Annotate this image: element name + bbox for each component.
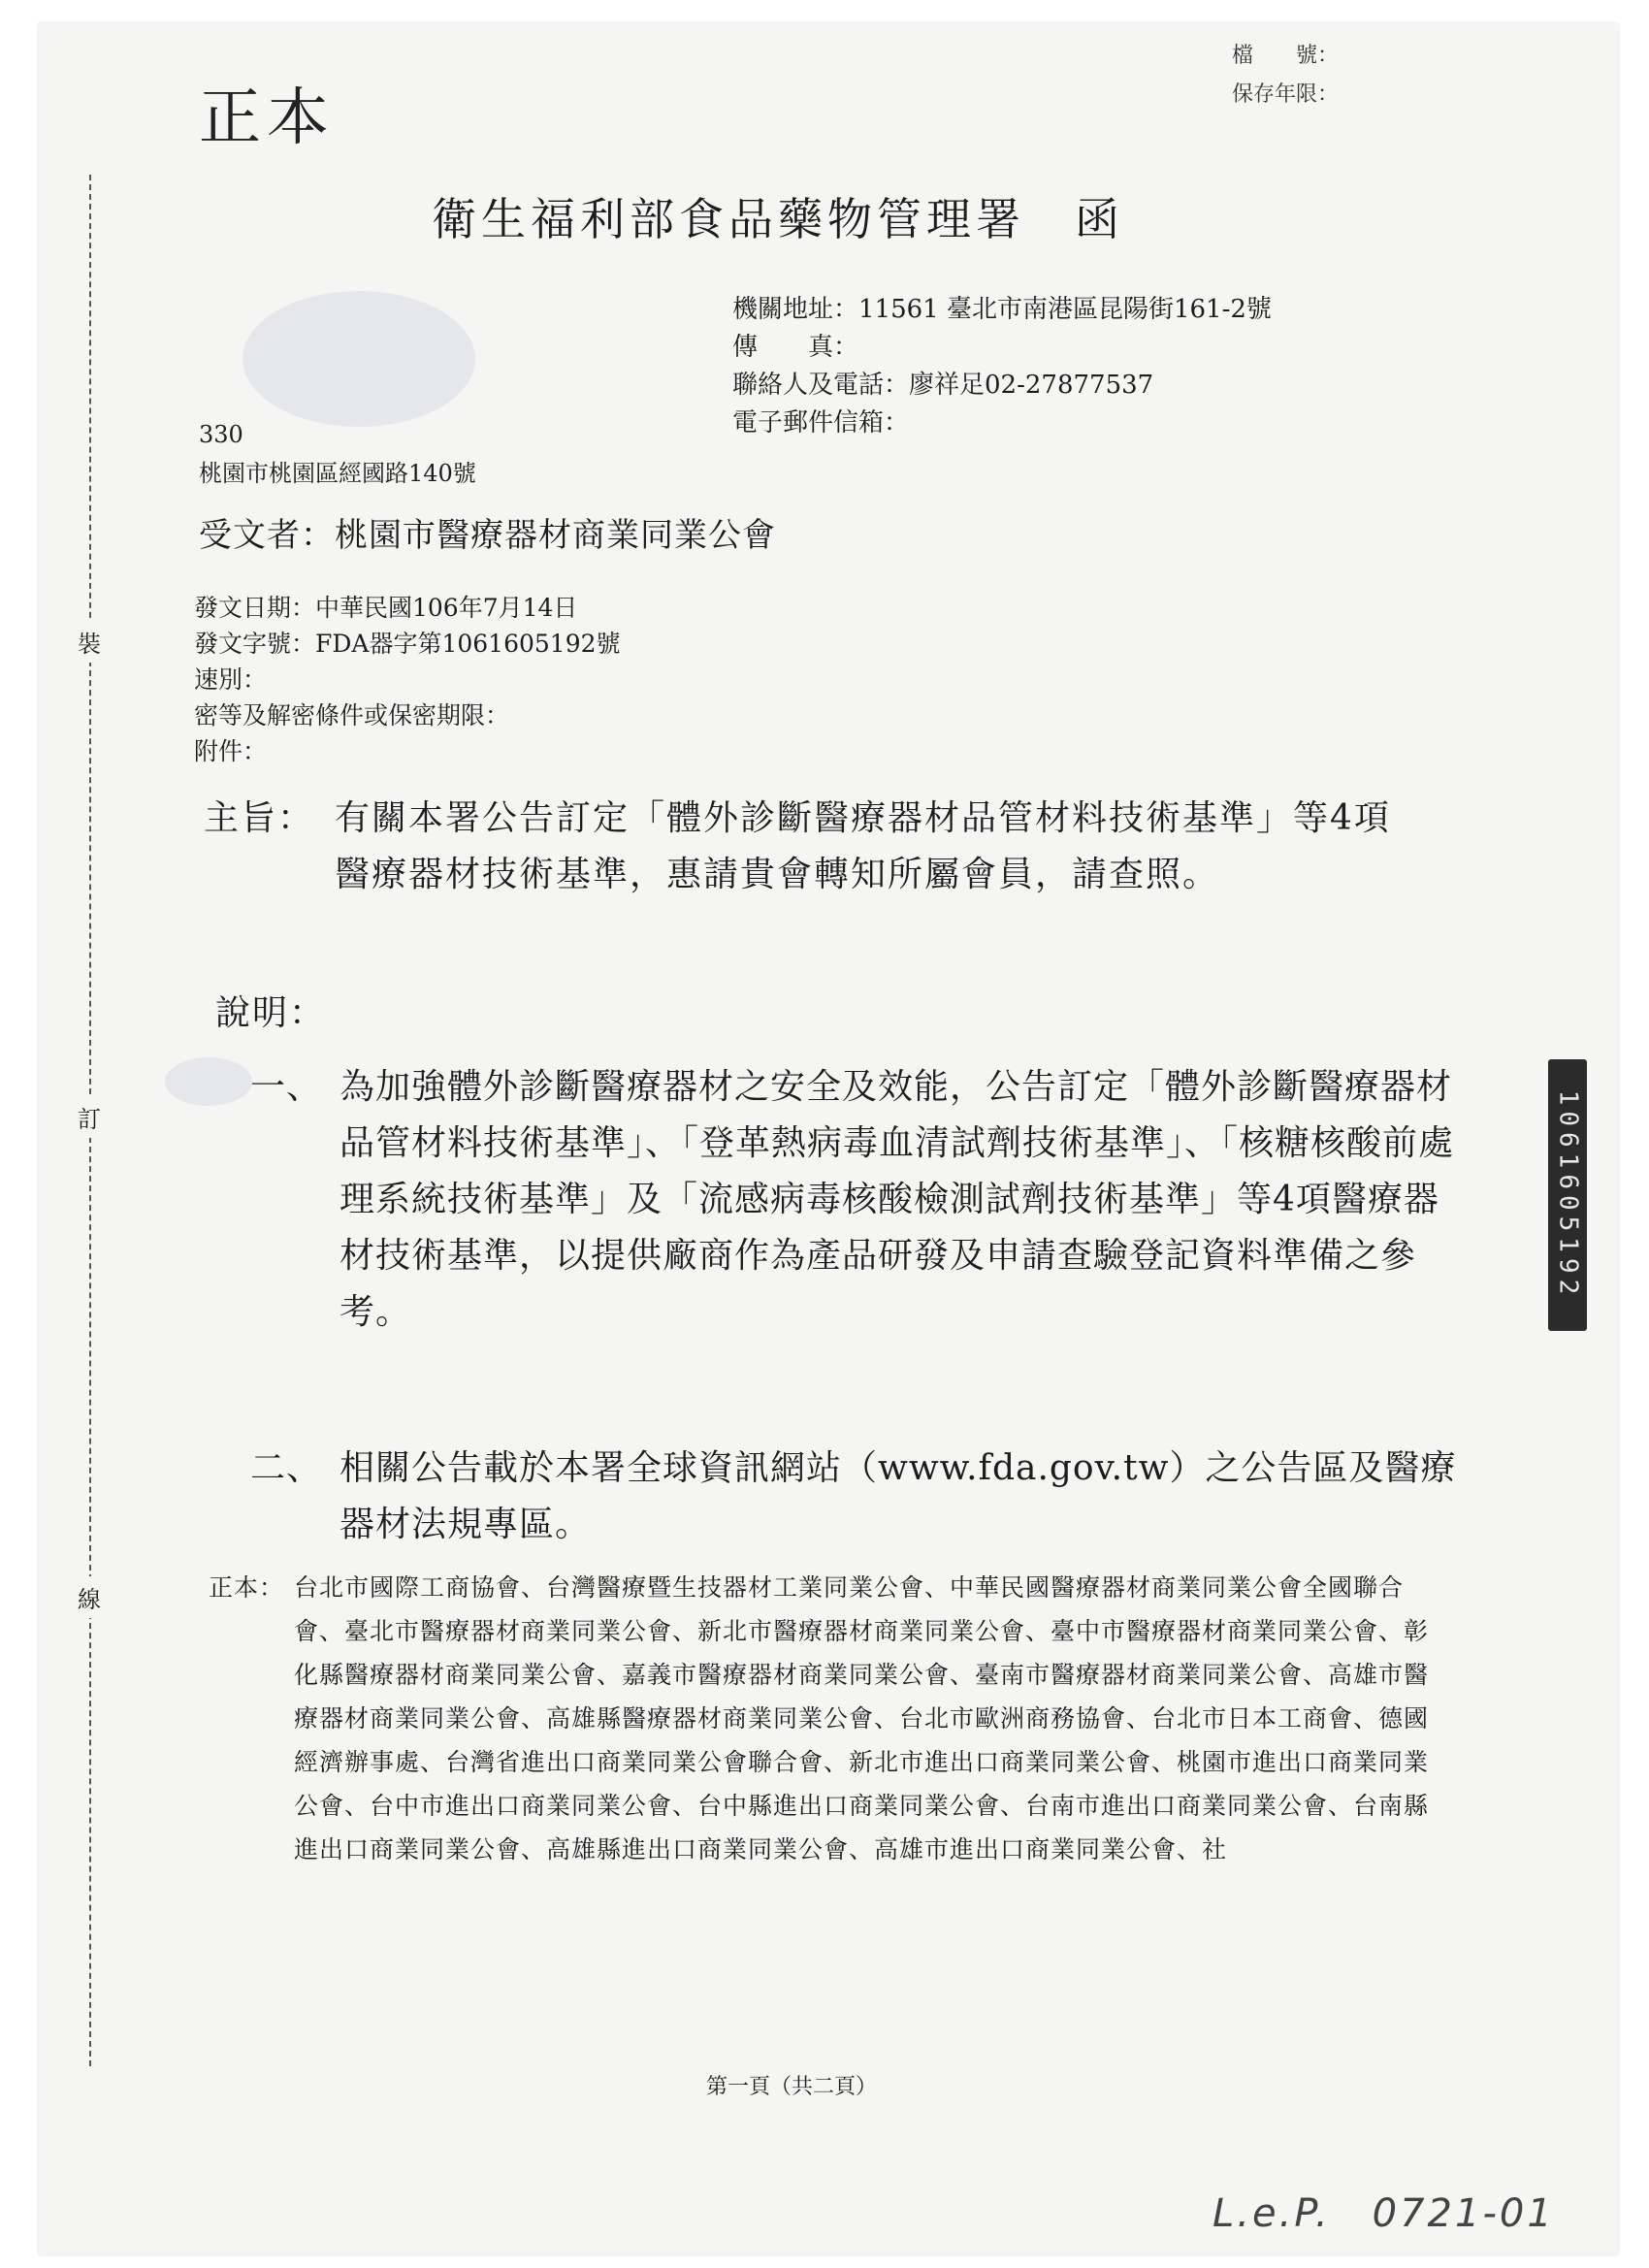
- receipt-number: 1061605192: [1553, 1089, 1583, 1301]
- agency-info: [732, 291, 1272, 442]
- document-number: 發文字號：FDA器字第1061605192號: [194, 630, 621, 658]
- explanation-label: 說明：: [215, 993, 327, 1033]
- secrecy-class: 密等及解密條件或保密期限：: [194, 701, 510, 729]
- item-number: 一、: [250, 1067, 323, 1107]
- receipt-number-stamp: [1548, 1059, 1587, 1331]
- original-copy-stamp: 正本: [199, 82, 335, 154]
- ink-smudge: [165, 1057, 252, 1106]
- copies-label: 正本：: [209, 1573, 285, 1602]
- document-title: 衛生福利部食品藥物管理署 函: [432, 193, 1124, 245]
- item-number: 二、: [250, 1448, 323, 1488]
- recipient-postal-block: [199, 415, 476, 493]
- binding-mark-ding: 訂: [78, 1096, 101, 1138]
- agency-contact: 聯絡人及電話：廖祥足02-27877537: [732, 371, 1154, 400]
- ink-smudge: [242, 291, 475, 427]
- binding-mark-xian: 線: [78, 1576, 101, 1618]
- handwritten-note: L.e.P. 0721-01: [1212, 2191, 1555, 2236]
- page-number: 第一頁（共二頁）: [706, 2075, 878, 2099]
- file-info: [1232, 37, 1339, 114]
- file-number-label: 檔 號：: [1232, 44, 1340, 68]
- recipient-address: 桃園市桃園區經國路140號: [199, 460, 476, 487]
- document-meta: [194, 590, 621, 769]
- recipient-line: 受文者：桃園市醫療器材商業同業公會: [199, 516, 776, 555]
- agency-email: 電子郵件信箱：: [732, 408, 910, 437]
- item-text: 為加強體外診斷醫療器材之安全及效能，公告訂定「體外診斷醫療器材品管材料技術基準」、「登革熱病毒血清試劑技術基準」、「核糖核酸前處理系統技術基準」及「流感病毒核酸檢測試劑技術基準」等4項醫療器材技術基準，以提供廠商作為產品研發及申請查驗登記資料準備之參考。: [340, 1067, 1455, 1332]
- subject-label: 主旨：: [204, 798, 315, 838]
- agency-fax: 傳 真：: [732, 333, 859, 362]
- issue-date: 發文日期：中華民國106年7月14日: [194, 594, 578, 622]
- speed-class: 速別：: [194, 665, 268, 694]
- agency-address: 機關地址：11561 臺北市南港區昆陽街161-2號: [732, 295, 1272, 324]
- subject-text: 有關本署公告訂定「體外診斷醫療器材品管材料技術基準」等4項醫療器材技術基準，惠請貴會轉知所屬會員，請查照。: [335, 798, 1391, 894]
- attachment: 附件：: [194, 737, 268, 765]
- retention-period-label: 保存年限：: [1232, 82, 1340, 107]
- copies-list: 台北市國際工商協會、台灣醫療暨生技器材工業同業公會、中華民國醫療器材商業同業公會全國聯合會、臺北市醫療器材商業同業公會、新北市醫療器材商業同業公會、臺中市醫療器材商業同業公會、彰化縣醫療器材商業同業公會、嘉義市醫療器材商業同業公會、臺南市醫療器材商業同業公會、高雄市醫療器材商業同業公會、高雄縣醫療器材商業同業公會、台北市歐洲商務協會、台北市日本工商會、德國經濟辦事處、台灣省進出口商業同業公會聯合會、新北市進出口商業同業公會、桃園市進出口商業同業公會、台中市進出口商業同業公會、台中縣進出口商業同業公會、台南市進出口商業同業公會、台南縣進出口商業同業公會、高雄縣進出口商業同業公會、高雄市進出口商業同業公會、社: [294, 1573, 1430, 1863]
- item-text: 相關公告載於本署全球資訊網站（www.fda.gov.tw）之公告區及醫療器材法規專區。: [340, 1448, 1457, 1544]
- postal-code: 330: [199, 421, 243, 448]
- binding-mark-zhuang: 裝: [78, 621, 101, 663]
